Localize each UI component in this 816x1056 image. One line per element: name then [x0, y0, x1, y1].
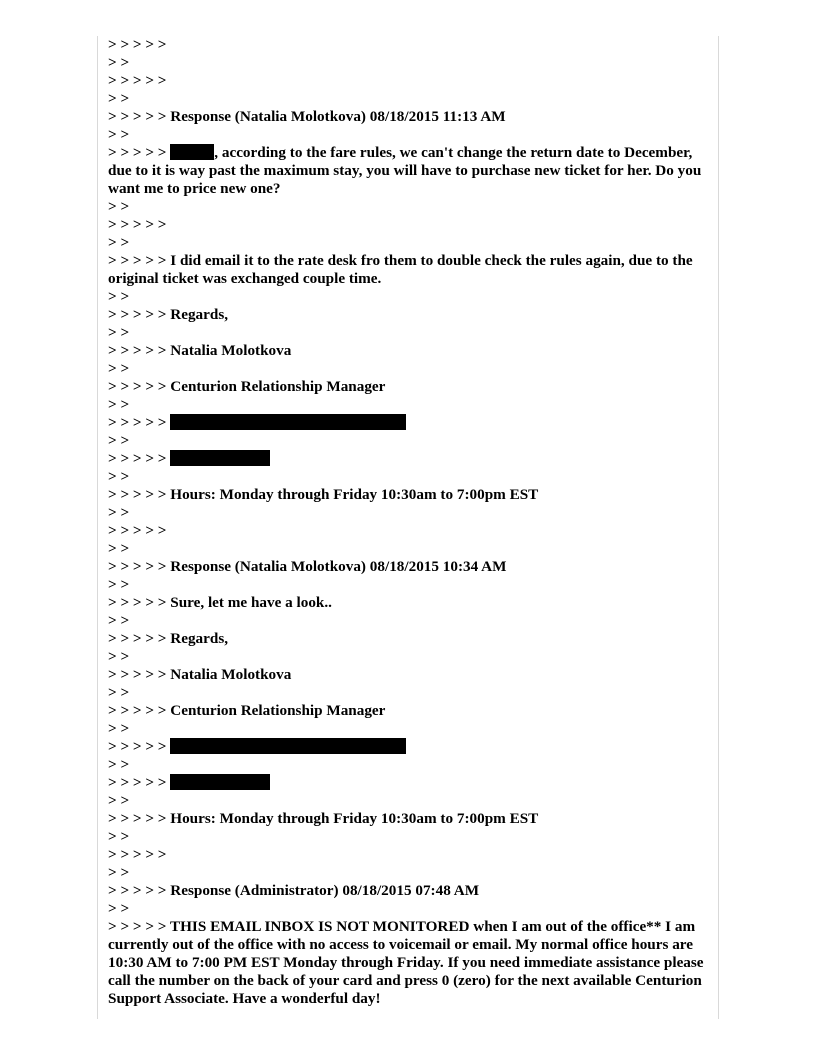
quoted-line — [108, 414, 708, 432]
quoted-line: > > — [108, 576, 130, 593]
redaction-block — [170, 414, 406, 430]
quoted-line: > > > > > — [108, 522, 167, 539]
quoted-line: > > > > > Natalia Molotkova — [108, 342, 292, 359]
quoted-line: > > — [108, 468, 130, 485]
quoted-line: > > — [108, 540, 130, 557]
quoted-line: > > — [108, 828, 130, 845]
quoted-line: > > > > > Hours: Monday through Friday 10:30am to 7:00pm EST — [108, 486, 539, 503]
quoted-line: > > > > > — [108, 216, 167, 233]
redaction-block — [170, 450, 270, 466]
quoted-line: > > — [108, 288, 130, 305]
quoted-line: > > > > > Response (Natalia Molotkova) 08/18/2015 10:34 AM — [108, 558, 507, 575]
quoted-line: > > — [108, 792, 130, 809]
quoted-line: > > > > > — [108, 36, 167, 53]
quoted-line: > > > > > Response (Administrator) 08/18/2015 07:48 AM — [108, 882, 480, 899]
quoted-line — [108, 774, 708, 792]
redaction-block — [170, 774, 270, 790]
quote-prefix: > > > > > — [108, 738, 171, 755]
quoted-line: > > — [108, 612, 130, 629]
quoted-line: > > — [108, 198, 130, 215]
quoted-line: > > > > > — [108, 72, 167, 89]
quoted-line: > > > > > Sure, let me have a look.. — [108, 594, 332, 611]
quoted-line: > > — [108, 234, 130, 251]
quoted-line: > > — [108, 684, 130, 701]
quoted-line: > > > > > Response (Natalia Molotkova) 08/18/2015 11:13 AM — [108, 108, 506, 125]
quoted-line: > > — [108, 324, 130, 341]
quote-prefix: > > > > > — [108, 414, 171, 431]
quoted-line — [108, 144, 708, 198]
quoted-line: > > — [108, 900, 130, 917]
redaction-block — [170, 144, 214, 160]
quoted-line: > > > > > Regards, — [108, 306, 229, 323]
quoted-line: > > — [108, 90, 130, 107]
quoted-line: > > > > > Centurion Relationship Manager — [108, 378, 386, 395]
quoted-line — [108, 738, 708, 756]
quoted-line: > > > > > Centurion Relationship Manager — [108, 702, 386, 719]
quoted-line: > > — [108, 396, 130, 413]
redaction-block — [170, 738, 406, 754]
quoted-line: > > > > > Natalia Molotkova — [108, 666, 292, 683]
quoted-line: > > > > > Hours: Monday through Friday 10:30am to 7:00pm EST — [108, 810, 539, 827]
quote-prefix: > > > > > — [108, 144, 171, 161]
quoted-line: > > — [108, 756, 130, 773]
quote-prefix: > > > > > — [108, 774, 171, 791]
quoted-line: > > — [108, 864, 130, 881]
quoted-line: > > — [108, 360, 130, 377]
line-text: , according to the fare rules, we can't change the return date to December, due to it is way past the maximum stay, you will have to purchase new ticket for her. Do you want me to price new one? — [108, 144, 706, 197]
quoted-line: > > > > > — [108, 846, 167, 863]
email-body — [108, 36, 708, 1008]
quoted-line: > > — [108, 720, 130, 737]
quoted-line: > > > > > Regards, — [108, 630, 229, 647]
quote-prefix: > > > > > — [108, 450, 171, 467]
quoted-line: > > — [108, 648, 130, 665]
quoted-line: > > — [108, 126, 130, 143]
quoted-line: > > > > > THIS EMAIL INBOX IS NOT MONITORED when I am out of the office** I am currently out of the office with no access to voicemail or email. My normal office hours are 10:30 AM to 7:00 PM EST Monday through Friday. If you need immediate assistance please call the number on the back of your card and press 0 (zero) for the next available Centurion Support Associate. Have a wonderful day! — [108, 918, 708, 1007]
quoted-line: > > — [108, 504, 130, 521]
quoted-line: > > > > > I did email it to the rate desk fro them to double check the rules again, due to the original ticket was exchanged couple time. — [108, 252, 697, 287]
quoted-line: > > — [108, 54, 130, 71]
quoted-line — [108, 450, 708, 468]
quoted-line: > > — [108, 432, 130, 449]
